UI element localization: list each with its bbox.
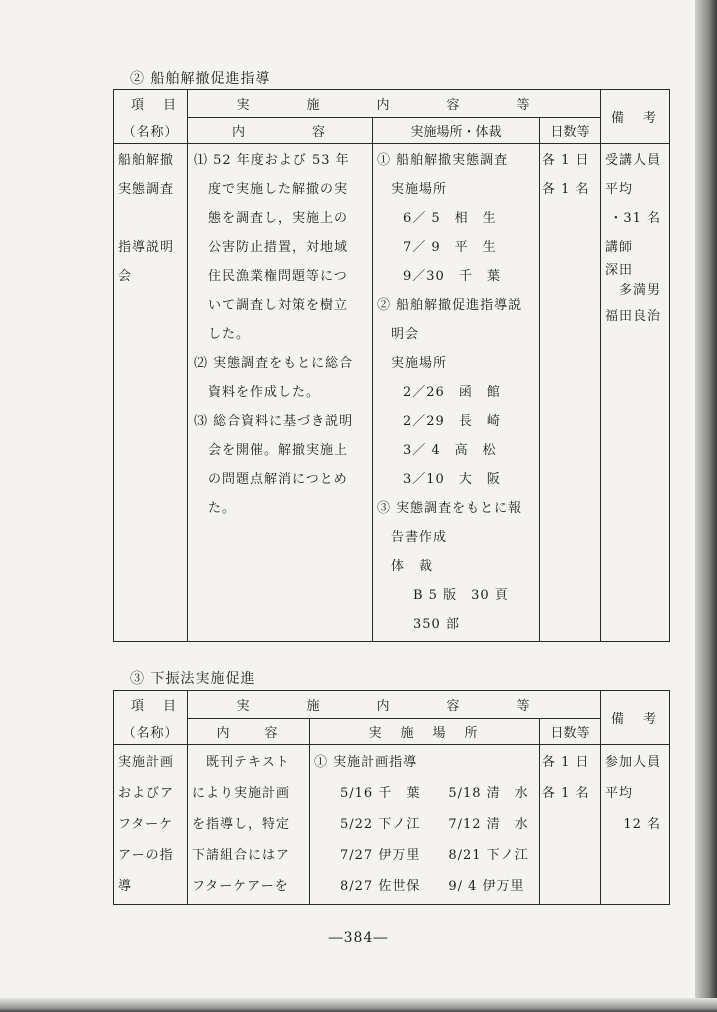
group-header: 実 施 内 容 等 — [188, 691, 601, 719]
place-line: 7／ 9 平 生 — [403, 240, 497, 255]
remarks-header: 備 考 — [601, 691, 670, 745]
place-line: 9／30 千 葉 — [403, 269, 501, 284]
days-line: 各 1 名 — [542, 182, 590, 197]
place-line: 告書作成 — [391, 530, 448, 545]
content-line: 住民漁業権問題等につ — [208, 269, 348, 284]
content-line: フターケアーを — [192, 879, 289, 894]
content-line: た。 — [208, 501, 237, 516]
remarks-line: ・31 名 — [609, 211, 662, 226]
subcontract-promotion-table — [113, 690, 670, 905]
group-header: 実 施 内 容 等 — [188, 90, 601, 118]
content-line: いて調査し対策を樹立 — [208, 298, 349, 313]
remarks-line: 福田良治 — [605, 309, 662, 324]
ship-dismantling-table — [113, 89, 670, 642]
content-line: 度で実施した解撤の実 — [208, 182, 349, 197]
place-line: ① 船舶解撤実態調査 — [377, 153, 509, 168]
remarks-cell — [601, 745, 670, 905]
days-cell — [540, 144, 601, 642]
item-line: 実施計画 — [118, 755, 175, 770]
content-line: ⑶ 総合資料に基づき説明 — [194, 414, 354, 429]
place-line: 3／ 4 高 松 — [403, 443, 497, 458]
place-line: 2／29 長 崎 — [403, 414, 501, 429]
place-line: 実施場所 — [391, 356, 448, 371]
place-line: 5/22 下ノ江 7/12 清 水 — [340, 817, 529, 832]
content-line: 公害防止措置，対地域 — [208, 240, 349, 255]
place-line: 体 裁 — [391, 559, 434, 574]
remarks-line: 受講人員 — [605, 153, 662, 168]
content-line: 会を開催。解撤実施上 — [208, 443, 349, 458]
place-header: 実施場所・体裁 — [373, 118, 540, 144]
remarks-line: 多満男 — [619, 283, 662, 298]
content-line: した。 — [208, 327, 251, 342]
page-edge-shadow — [695, 0, 717, 1012]
place-line: ② 船舶解撤促進指導説 — [377, 298, 523, 313]
content-cell — [188, 745, 310, 905]
remarks-line: 12 名 — [623, 817, 662, 832]
item-line: 会 — [118, 269, 133, 284]
item-header: 項 目 — [114, 691, 188, 719]
place-line: 3／10 大 阪 — [403, 472, 501, 487]
item-header: 項 目 — [114, 90, 188, 118]
content-line: の問題点解消につとめ — [208, 472, 348, 487]
days-header: 日数等 — [540, 719, 601, 745]
content-header: 内 容 — [188, 118, 373, 144]
days-header: 日数等 — [540, 118, 601, 144]
place-line: 6／ 5 相 生 — [403, 211, 497, 226]
item-line: 導 — [118, 879, 133, 894]
item-cell — [114, 745, 188, 905]
item-line: フターケ — [118, 817, 174, 832]
section-title: ② 船舶解撤促進指導 — [130, 71, 271, 87]
item-line: 実態調査 — [118, 182, 175, 197]
remarks-line: 深田 — [605, 263, 634, 278]
place-cell — [373, 144, 540, 642]
item-line — [118, 204, 181, 233]
item-line: 船舶解撤 — [118, 153, 175, 168]
remarks-line: 講師 — [605, 240, 634, 255]
section-title: ③ 下振法実施促進 — [130, 671, 256, 687]
page-bottom-shadow — [0, 998, 717, 1012]
days-cell — [540, 745, 601, 905]
content-header: 内 容 — [188, 719, 310, 745]
page-number: ―384― — [328, 930, 389, 946]
place-line: B 5 版 30 頁 — [413, 588, 509, 603]
place-line: 実施場所 — [391, 182, 448, 197]
item-line: 指導説明 — [118, 240, 175, 255]
content-line: を指導し，特定 — [192, 817, 291, 832]
remarks-line: 参加人員 — [605, 755, 662, 770]
item-line: アーの指 — [118, 848, 174, 863]
place-line: 5/16 千 葉 5/18 清 水 — [340, 786, 529, 801]
place-cell — [310, 745, 540, 905]
content-line: 下請組合にはア — [192, 848, 291, 863]
content-cell — [188, 144, 373, 642]
days-line: 各 1 名 — [542, 786, 590, 801]
place-line: 2／26 函 館 — [403, 385, 501, 400]
place-line: 8/27 佐世保 9/ 4 伊万里 — [340, 879, 525, 894]
remarks-line: 平均 — [605, 786, 634, 801]
remarks-line: 平均 — [605, 182, 634, 197]
item-header-sub: （名称） — [114, 719, 188, 745]
place-line: 明会 — [391, 327, 420, 342]
place-line: 350 部 — [413, 617, 460, 632]
item-line: およびア — [118, 786, 175, 801]
item-header-sub: （名称） — [114, 118, 188, 144]
remarks-cell — [601, 144, 670, 642]
content-line: により実施計画 — [192, 786, 291, 801]
place-line: 7/27 伊万里 8/21 下ノ江 — [340, 848, 529, 863]
place-header: 実 施 場 所 — [310, 719, 540, 745]
remarks-header: 備 考 — [601, 90, 670, 144]
place-line: ③ 実態調査をもとに報 — [377, 501, 523, 516]
content-line: 資料を作成した。 — [208, 385, 321, 400]
content-line: 既刊テキスト — [206, 755, 290, 770]
days-line: 各 1 日 — [542, 153, 590, 168]
place-line: ① 実施計画指導 — [314, 755, 418, 770]
content-line: ⑵ 実態調査をもとに総合 — [194, 356, 354, 371]
days-line: 各 1 日 — [542, 755, 590, 770]
content-line: 態を調査し，実施上の — [208, 211, 349, 226]
item-cell — [114, 144, 188, 642]
content-line: ⑴ 52 年度および 53 年 — [194, 153, 350, 168]
